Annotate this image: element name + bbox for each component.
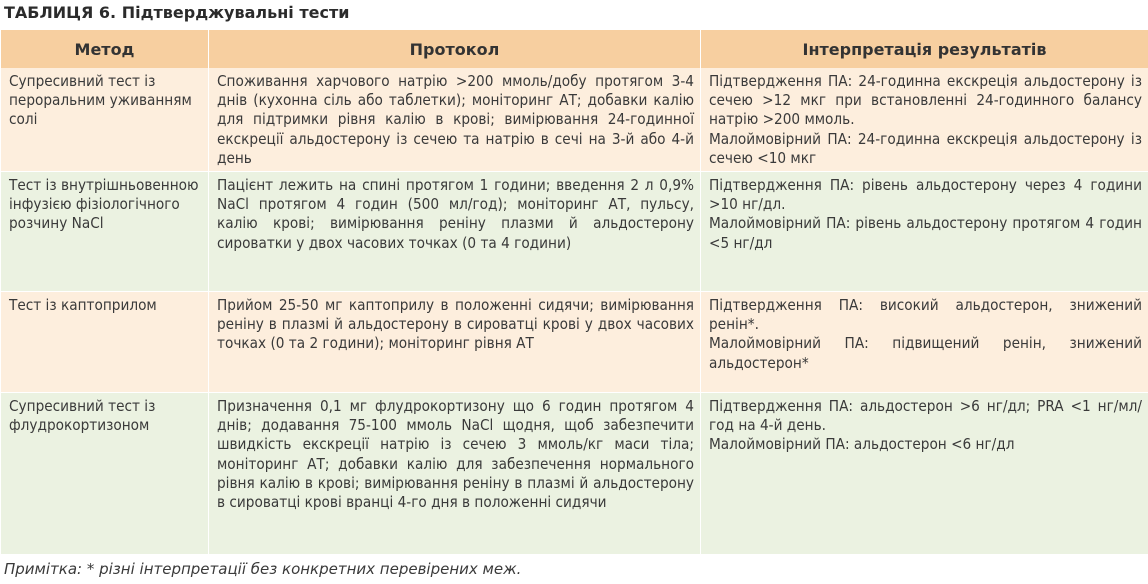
protocol-cell: Пацієнт лежить на спині протягом 1 години; введення 2 л 0,9% NaCl протягом 4 годин (500 мл/год); моніторинг АТ, пульсу, калію крові; вимірювання реніну плазми й альдостерону сироватки у двох часових точках (0 та 4 години) — [209, 172, 701, 292]
method-cell: Тест із каптоприлом — [1, 292, 209, 393]
confirmatory-tests-table — [0, 30, 1148, 555]
table-caption: ТАБЛИЦЯ 6. Підтверджувальні тести — [4, 3, 350, 22]
protocol-cell: Споживання харчового натрію >200 ммоль/добу протягом 3-4 днів (кухонна сіль або таблетки); моніторинг АТ; добавки калію для підтримки рівня калію в крові; вимірювання 24-годинної екскреції альдостерону із сечею та натрію в сечі на 3-й або 4-й день — [209, 68, 701, 172]
interpretation-cell — [701, 172, 1148, 292]
header-interpretation: Інтерпретація результатів — [701, 30, 1148, 68]
table-footnote: Примітка: * різні інтерпретації без конкретних перевірених меж. — [4, 560, 522, 578]
interpretation-confirm: Підтвердження ПА: високий альдостерон, знижений ренін*. — [709, 296, 1142, 334]
interpretation-cell — [701, 393, 1148, 555]
header-method: Метод — [1, 30, 209, 68]
interpretation-cell — [701, 292, 1148, 393]
interpretation-cell — [701, 68, 1148, 172]
interpretation-unlikely: Малоймовірний ПА: рівень альдостерону протягом 4 годин <5 нг/дл — [709, 214, 1142, 252]
header-protocol: Протокол — [209, 30, 701, 68]
interpretation-unlikely: Малоймовірний ПА: альдостерон <6 нг/дл — [709, 435, 1015, 454]
header-row — [1, 30, 1148, 68]
protocol-cell: Призначення 0,1 мг флудрокортизону що 6 годин протягом 4 днів; додавання 75-100 ммоль NaCl щодня, щоб забезпечити швидкість екскреції натрію із сечею 3 ммоль/кг маси тіла; моніторинг АТ; добавки калію для забезпечення нормального рівня калію в крові; вимірювання реніну в плазмі й альдостерону в сироватці крові вранці 4-го дня в положенні сидячи — [209, 393, 701, 555]
interpretation-unlikely: Малоймовірний ПА: підвищений ренін, знижений альдостерон* — [709, 334, 1142, 372]
method-cell: Тест із внутрішньовенною інфузією фізіологічного розчину NaCl — [1, 172, 209, 292]
interpretation-unlikely: Малоймовірний ПА: 24-годинна екскреція альдостерону із сечею <10 мкг — [709, 129, 1142, 167]
table-row — [1, 393, 1148, 555]
table-row — [1, 172, 1148, 292]
method-cell: Супресивний тест із пероральним уживанням солі — [1, 68, 209, 172]
interpretation-confirm: Підтвердження ПА: 24-годинна екскреція альдостерону із сечею >12 мкг при встановленні 24-годинного балансу натрію >200 ммоль. — [709, 72, 1142, 129]
protocol-cell: Прийом 25-50 мг каптоприлу в положенні сидячи; вимірювання реніну в плазмі й альдостерону в сироватці крові у двох часових точках (0 та 2 години); моніторинг рівня АТ — [209, 292, 701, 393]
interpretation-confirm: Підтвердження ПА: альдостерон >6 нг/дл; PRA <1 нг/мл/год на 4-й день. — [709, 397, 1142, 435]
table-row — [1, 68, 1148, 172]
interpretation-confirm: Підтвердження ПА: рівень альдостерону через 4 години >10 нг/дл. — [709, 176, 1142, 214]
table-row — [1, 292, 1148, 393]
method-cell: Супресивний тест із флудрокортизоном — [1, 393, 209, 555]
